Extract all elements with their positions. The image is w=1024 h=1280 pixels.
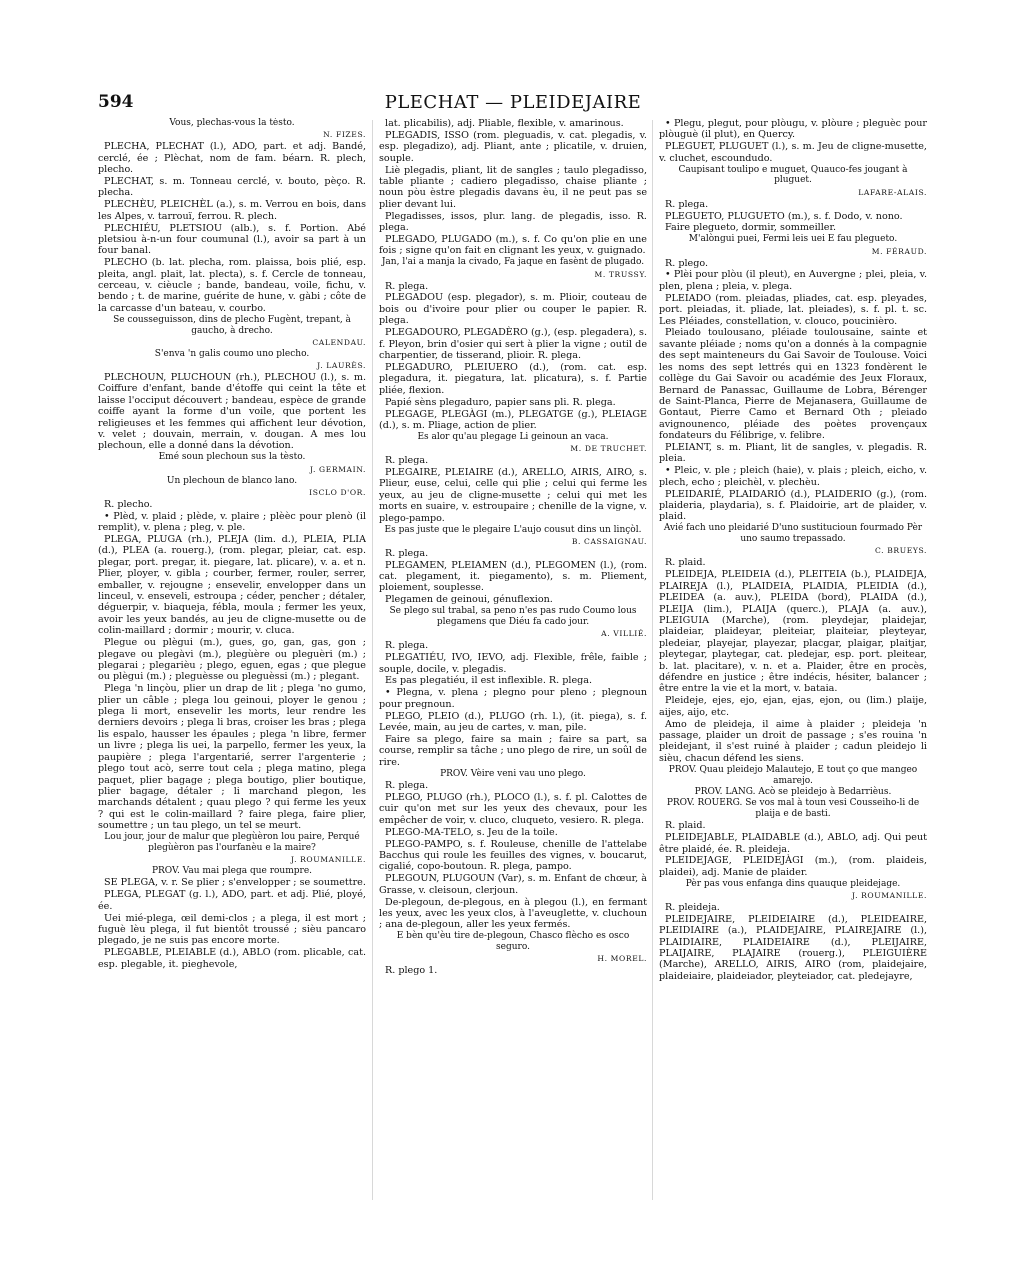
- dictionary-entry: • Pleic, v. ple ; pleich (haie), v. plais ; pleich, eicho, v. plech, echo ; pleichèl, v. plechèu.: [659, 465, 927, 488]
- dictionary-entry: PLEGOUN, PLUGOUN (Var), s. m. Enfant de chœur, à Grasse, v. cleisoun, clerjoun.: [379, 873, 647, 896]
- dictionary-entry: Plegadisses, issos, plur. lang. de plegadis, isso. R. plega.: [379, 210, 647, 234]
- dictionary-entry: PLEGAMEN, PLEIAMEN (d.), PLEGOMEN (l.), (rom. cat. plegament, it. piegamento), s. m. Pliement, ploiement, souplesse.: [379, 559, 647, 594]
- citation-author: J. ROUMANILLE.: [852, 891, 927, 901]
- citation-author: J. ROUMANILLE.: [291, 855, 366, 865]
- dictionary-entry: R. plaid.: [665, 820, 706, 832]
- dictionary-entry: PLEGADURO, PLEIUERO (d.), (rom. cat. esp. plegadura, it. piegatura, lat. plicatura), s. f. Partie pliée, flexion.: [379, 361, 647, 396]
- dictionary-entry: Amo de pleideja, il aime à plaider ; pleideja 'n passage, plaider un droit de passage ; s'es rouina 'n pleidejant, il s'est ruiné à plaider ; cadun pleidejo li sièu, chacun défend les siens.: [659, 718, 927, 764]
- column-divider: [372, 120, 373, 1200]
- dictionary-entry: R. plego.: [665, 257, 709, 269]
- dictionary-entry: • Plegna, v. plena ; plegno pour pleno ; plegnoun pour pregnoun.: [379, 687, 647, 710]
- running-title: PLECHAT — PLEIDEJAIRE: [384, 92, 642, 113]
- dictionary-entry: R. plega.: [385, 455, 429, 467]
- dictionary-entry: • Plèd, v. plaid ; plède, v. plaire ; plèèc pour plenò (il remplit), v. plena ; pleg, v. ple.: [98, 510, 366, 534]
- citation-author: M. FÉRAUD.: [871, 246, 927, 256]
- citation-quote: Lou jour, jour de malur que plegùèron lou paire, Perqué plegùèron pas l'ourfanèu e la maire?: [104, 832, 360, 853]
- column-right: [659, 118, 927, 1203]
- citation-quote: Es alor qu'au plegage Li geinoun an vaca.: [417, 431, 609, 442]
- citation-quote: PROV. Vèire veni vau uno plego.: [440, 768, 586, 779]
- citation-author: M. DE TRUCHET.: [570, 444, 647, 454]
- dictionary-entry: Papié sèns plegaduro, papier sans pli. R. plega.: [385, 396, 616, 408]
- citation-author: M. TRUSSY.: [594, 269, 647, 279]
- dictionary-entry: R. plego 1.: [385, 965, 438, 977]
- citation-quote: S'enva 'n galis coumo uno plecho.: [154, 348, 310, 359]
- dictionary-entry: PLEGABLE, PLEIABLE (d.), ABLO (rom. plicable, cat. esp. plegable, it. pieghevole,: [98, 947, 366, 970]
- citation-quote: E bèn qu'èu tire de-plegoun, Chasco flècho es osco seguro.: [396, 931, 630, 953]
- dictionary-entry: Uei mié-plega, œil demi-clos ; a plega, il est mort ; fuguè lèu plega, il fut bientôt troussé ; sièu pancaro plegado, je ne suis pas encore morte.: [98, 912, 366, 947]
- dictionary-entry: Plega 'n linçòu, plier un drap de lit ; plega 'no gumo, plier un câble ; plega lou geinoui, ployer le genou ; plega li mort, ensevelir les morts, leur rendre les derniers devoirs ; plega li bras, croiser les bras ; plega lis espalo, hausser les épaules ; plega 'n libre, fermer un livre ; plega lis uei, la parpello, fermer les yeux, la paupière ; plega l'argentarié, serrer l'argenterie ; plego tout acò, serre tout cela ; plega matino, plega paquet, plier bagage ; plega boutigo, plier boutique, plier bagage, détaler ; li marchand plegon, les marchands détalent ; quau plego ? qui ferme les yeux ? qui est le colin-maillard ? faire plega, faire plier, soumettre ; un tau plego, un tel se meurt.: [98, 683, 366, 832]
- dictionary-entry: PLEGO-PAMPO, s. f. Rouleuse, chenille de l'attelabe Bacchus qui roule les feuilles des vignes, v. boucarut, cigalié, copo-boutoun. R. plega, pampo.: [379, 838, 647, 873]
- dictionary-entry: R. plecho.: [104, 498, 153, 510]
- dictionary-entry: Faire sa plego, faire sa main ; faire sa part, sa course, remplir sa tâche ; uno plego de rire, un soûl de rire.: [379, 733, 647, 768]
- dictionary-entry: PLEGADIS, ISSO (rom. pleguadis, v. cat. plegadis, v. esp. plegadizo), adj. Pliant, ante ; plicatile, v. druien, souple.: [379, 129, 647, 164]
- citation-quote: Se plego sul trabal, sa peno n'es pas rudo Coumo lous plegamens que Diéu fa cado jour.: [389, 606, 637, 628]
- dictionary-entry: R. plega.: [665, 198, 709, 210]
- dictionary-entry: PLEGO, PLUGO (rh.), PLOCO (l.), s. f. pl. Calottes de cuir qu'on met sur les yeux des chevaux, pour les empêcher de voir, v. cluco, cluqueto, vesiero. R. plega.: [379, 791, 647, 826]
- dictionary-entry: R. plaid.: [665, 557, 706, 569]
- citation-author: H. MOREL.: [597, 954, 647, 964]
- dictionary-entry: PLEIDEJAGE, PLEIDEJÀGI (m.), (rom. plaideis, plaidei), adj. Manie de plaider.: [659, 855, 927, 878]
- citation-quote: Vous, plechas-vous la tèsto.: [169, 118, 295, 128]
- dictionary-entry: PLEIDEJA, PLEIDEIA (d.), PLEITEIA (b.), PLAIDEJA, PLAIREJA (l.), PLAIDEIA, PLAIDIA, PLEIDIA (d.), PLEIDEA (a. auv.), PLEIDA (bord), PLAIDA (d.), PLEIJA (lim.), PLAIJA (querc.), PLAJA (a. auv.), PLEIGUIA (Marche), (rom. pleydejar, plaidejar, plaideiar, plaideyar, pleiteiar, plaiteiar, pleyteyar, pledeiar, playejar, playezar, placgar, plaigar, plaitjar, pleytegar, playtegar, cat. pledejar, esp. port. pleitear, b. lat. placitare), v. n. et a. Plaider, être en procès, défendre en justice ; être indécis, hésiter, balancer ; être entre la vie et la mort, v. bataia.: [659, 569, 927, 695]
- dictionary-entry: • Plèi pour plòu (il pleut), en Auvergne ; plei, pleia, v. plen, plena ; pleia, v. plega.: [659, 269, 927, 292]
- dictionary-entry: R. plega.: [385, 280, 429, 292]
- citation-quote: PROV. Quau pleidejo Malautejo, E tout ço que mangeo amarejo.: [668, 764, 918, 786]
- dictionary-entry: PLEIANT, s. m. Pliant, lit de sangles, v. plegadis. R. pleia.: [659, 442, 927, 465]
- dictionary-entry: PLECHO (b. lat. plecha, rom. plaissa, bois plié, esp. pleita, angl. plait, lat. plecta), s. f. Cercle de tonneau, cerceau, v. cièucle ; bande, bandeau, voile, fichu, v. bendo ; t. de marine, guérite de hune, v. gàbi ; côte de la carcasse d'un bateau, v. courbo.: [98, 257, 366, 314]
- dictionary-entry: PLEIDEJAIRE, PLEIDEIAIRE (d.), PLEIDEAIRE, PLEIDIAIRE (a.), PLAIDEJAIRE, PLAIREJAIRE (l.), PLAIDIAIRE, PLAIDEIAIRE (d.), PLEIJAIRE, PLAIJAIRE, PLAJAIRE (rouerg.), PLEIGUIÈRE (Marche), ARELLO, AIRIS, AIRO (rom, plaidejaire, plaideiaire, plaideiador, pleyteiador, cat. pledejayre,: [659, 913, 927, 982]
- dictionary-entry: PLEGADOU (esp. plegador), s. m. Plioir, couteau de bois ou d'ivoire pour plier ou couper le papier. R. plega.: [379, 292, 647, 327]
- citation-quote: PROV. Vau mai plega que roumpre.: [151, 866, 313, 877]
- citation-author: B. CASSAIGNAU.: [571, 536, 647, 546]
- dictionary-entry: R. plega.: [385, 780, 429, 791]
- dictionary-entry: PLEGAGE, PLEGÀGI (m.), PLEGATGE (g.), PLEIAGE (d.), s. m. Pliage, action de plier.: [379, 408, 647, 431]
- dictionary-entry: PLEGAIRE, PLEIAIRE (d.), ARELLO, AIRIS, AIRO, s. Plieur, euse, celui, celle qui plie ; celui qui ferme les yeux, au jeu de cligne-musette ; celui qui met les morts en suaire, v. estroupaire ; chenille de la vigne, v. plego-pampo.: [379, 466, 647, 524]
- dictionary-entry: Es pas plegatiéu, il est inflexible. R. plega.: [385, 675, 593, 687]
- citation-quote: Se cousseguisson, dins de plecho Fugènt, trepant, à gaucho, à drecho.: [113, 314, 351, 336]
- dictionary-entry: PLEGATIÉU, IVO, IEVO, adj. Flexible, frêle, faible ; souple, docile, v. plegadis.: [379, 652, 647, 675]
- citation-quote: M'alòngui puei, Fermi leis uei E fau plegueto.: [688, 234, 898, 245]
- citation-quote: Pèr pas vous enfanga dins quauque pleidejage.: [685, 878, 901, 889]
- dictionary-entry: Liè plegadis, pliant, lit de sangles ; taulo plegadisso, table pliante ; cadiero plegadisso, chaise pliante ; noun pòu èstre plegadis davans èu, il ne peut pas se plier devant lui.: [379, 164, 647, 210]
- dictionary-entry: PLEGA, PLEGAT (g. l.), ADO, part. et adj. Plié, ployé, ée.: [98, 889, 366, 912]
- dictionary-entry: PLECHAT, s. m. Tonneau cerclé, v. bouto, pèço. R. plecha.: [98, 175, 366, 199]
- dictionary-entry: PLEGO, PLEIO (d.), PLUGO (rh. l.), (it. piega), s. f. Levée, main, au jeu de cartes, v. man, pile.: [379, 710, 647, 734]
- citation-quote: Emé soun plechoun sus la tèsto.: [158, 452, 306, 463]
- citation-author: J. GERMAIN.: [309, 464, 366, 474]
- dictionary-entry: PLEIADO (rom. pleiadas, pliades, cat. esp. pleyades, port. pleiadas, it. pliade, lat. pleiades), s. f. pl. t. sc. Les Pléiades, constellation, v. clouco, poucinièro.: [659, 292, 927, 327]
- citation-author: N. FIZES.: [323, 130, 366, 140]
- dictionary-entry: Plegue ou plègui (m.), gues, go, gan, gas, gon ; plegave ou plegàvi (m.), plegùère ou pleguèri (m.) ; plegarai ; plegarièu ; plego, eguen, egas ; que plegue ou plègui (m.) ; pleguèsse ou pleguèssi (m.) ; plegant.: [98, 637, 366, 683]
- citation-author: CALENDAU.: [312, 337, 366, 347]
- citation-quote: Caupisant toulipo e muguet, Quauco-fes jougant à pluguet.: [678, 164, 908, 186]
- dictionary-entry: PLEIDEJABLE, PLAIDABLE (d.), ABLO, adj. Qui peut être plaidé, ée. R. pleideja.: [659, 832, 927, 855]
- citation-author: ISCLO D'OR.: [309, 487, 366, 497]
- dictionary-entry: PLEGADOURO, PLEGADÈRO (g.), (esp. plegadera), s. f. Pleyon, brin d'osier qui sert à plier la vigne ; outil de charpentier, de tisserand, plioir. R. plega.: [379, 327, 647, 362]
- citation-quote: Avié fach uno pleidarié D'uno sustitucioun fourmado Pèr uno saumo trepassado.: [663, 523, 923, 545]
- citation-quote: Jan, l'ai a manja la civado, Fa jaque en fasènt de plugado.: [381, 257, 645, 268]
- page-header: [98, 92, 928, 114]
- citation-author: C. BRUEYS.: [875, 546, 927, 556]
- dictionary-entry: De-plegoun, de-plegous, en à plegou (l.), en fermant les yeux, avec les yeux clos, à l'aveuglette, v. cluchoun ; ana de-plegoun, aller les yeux fermés.: [379, 896, 647, 931]
- dictionary-entry: SE PLEGA, v. r. Se plier ; s'envelopper ; se soumettre.: [104, 877, 366, 889]
- dictionary-entry: PLECHÈU, PLEICHÈL (a.), s. m. Verrou en bois, dans les Alpes, v. tarrouï, ferrou. R. plech.: [98, 199, 366, 222]
- dictionary-entry: PLECHA, PLECHAT (l.), ADO, part. et adj. Bandé, cerclé, ée ; Plèchat, nom de fam. béarn. R. plech, plecho.: [98, 141, 366, 176]
- dictionary-entry: R. plega.: [385, 547, 429, 559]
- page-number: 594: [98, 92, 134, 112]
- citation-author: J. LAURÈS.: [317, 361, 366, 371]
- dictionary-entry: Pleideje, ejes, ejo, ejan, ejas, ejon, ou (lim.) plaije, aijes, aijo, etc.: [659, 695, 927, 718]
- dictionary-entry: R. plega.: [385, 640, 429, 652]
- citation-quote: PROV. LANG. Acò se pleidejo à Bedarrièus.: [694, 786, 892, 797]
- dictionary-entry: R. pleideja.: [665, 901, 720, 913]
- column-divider: [652, 120, 653, 1200]
- dictionary-entry: Pleiado toulousano, pléiade toulousaine, sainte et savante pléiade ; noms qu'on a donnés à la compagnie des sept mainteneurs du Gai Savoir de Toulouse. Voici les noms des sept lettrés qui en 1323 fondèrent le collège du Gai Savoir ou académie des Jeux Floraux, Bernard de Panassac, Guillaume de Lobra, Bérenger de Saint-Planca, Pierre de Mejanasera, Guillaume de Gontaut, Pierre Camo et Bernard Oth ; pleiado avignounenco, pléiade des poètes provençaux fondateurs du Félibrige, v. felibre.: [659, 327, 927, 442]
- dictionary-entry: PLECHIÉU, PLETSIOU (alb.), s. f. Portion. Abé pletsiou à-n-un four coumunal (l.), avoir sa part à un four banal.: [98, 222, 366, 257]
- dictionary-entry: Plegamen de geinoui, génuflexion.: [385, 594, 553, 606]
- citation-author: LAFARE-ALAIS.: [858, 187, 927, 197]
- column-middle: [379, 118, 647, 1203]
- dictionary-entry: PLECHOUN, PLUCHOUN (rh.), PLECHOU (l.), s. m. Coiffure d'enfant, bande d'étoffe qui ceint la tête et laisse l'occiput découvert ; bandeau, espèce de grande coiffe ayant la forme d'un voile, que portent les religieuses et les femmes qui affichent leur dévotion, v. velet ; douvain, merrain, v. dougan. A mes lou plechoun, elle a donné dans la dévotion.: [98, 372, 366, 452]
- citation-quote: Un plechoun de blanco lano.: [166, 475, 298, 486]
- citation-quote: PROV. ROUERG. Se vos mal à toun vesi Cousseiho-li de plaija e de basti.: [666, 798, 920, 819]
- citation-author: A. VILLIÉ.: [601, 629, 647, 639]
- dictionary-entry: PLEGA, PLUGA (rh.), PLEJA (lim. d.), PLEIA, PLIA (d.), PLEA (a. rouerg.), (rom. plegar, pleiar, cat. esp. plegar, port. pregar, it. piegare, lat. plicare), v. a. et n. Plier, ployer, v. gibla ; courber, fermer, rouler, serrer, emballer, v. rejougne ; ensevelir, envelopper dans un linceul, v. enseveli, estroupa ; céder, pencher ; détaler, déguerpir, v. biaqueja, fébla, moula ; fermer les yeux, avoir les yeux bandés, au jeu de cligne-musette ou de colin-maillard ; dormir ; mourir, v. clucа.: [98, 533, 366, 637]
- dictionary-entry: PLEGUET, PLUGUET (l.), s. m. Jeu de cligne-musette, v. cluchet, escoundudo.: [659, 141, 927, 164]
- dictionary-entry: PLEGADO, PLUGADO (m.), s. f. Co qu'on plie en une fois ; signe qu'on fait en clignant les yeux, v. guignado.: [379, 234, 647, 257]
- dictionary-entry: PLEGO-MA-TELO, s. Jeu de la toile.: [385, 826, 558, 838]
- dictionary-entry: Faire plegueto, dormir, sommeiller.: [665, 222, 837, 234]
- citation-quote: Es pas juste que le plegaire L'aujo cousut dins un linçòl.: [384, 524, 642, 535]
- dictionary-entry: PLEIDARIÉ, PLAIDARIÓ (d.), PLAIDERIO (g.), (rom. plaideria, playdaria), s. f. Plaidoirie, art de plaider, v. plaid.: [659, 488, 927, 523]
- dictionary-entry: lat. plicabilis), adj. Pliable, flexible, v. amarinous.: [385, 118, 624, 129]
- column-left: [98, 118, 366, 1203]
- dictionary-entry: PLEGUETO, PLUGUETO (m.), s. f. Dodo, v. nono.: [665, 210, 903, 222]
- dictionary-entry: • Plegu, plegut, pour plòugu, v. plòure ; pleguèc pour plòuguè (il plut), en Quercy.: [659, 118, 927, 141]
